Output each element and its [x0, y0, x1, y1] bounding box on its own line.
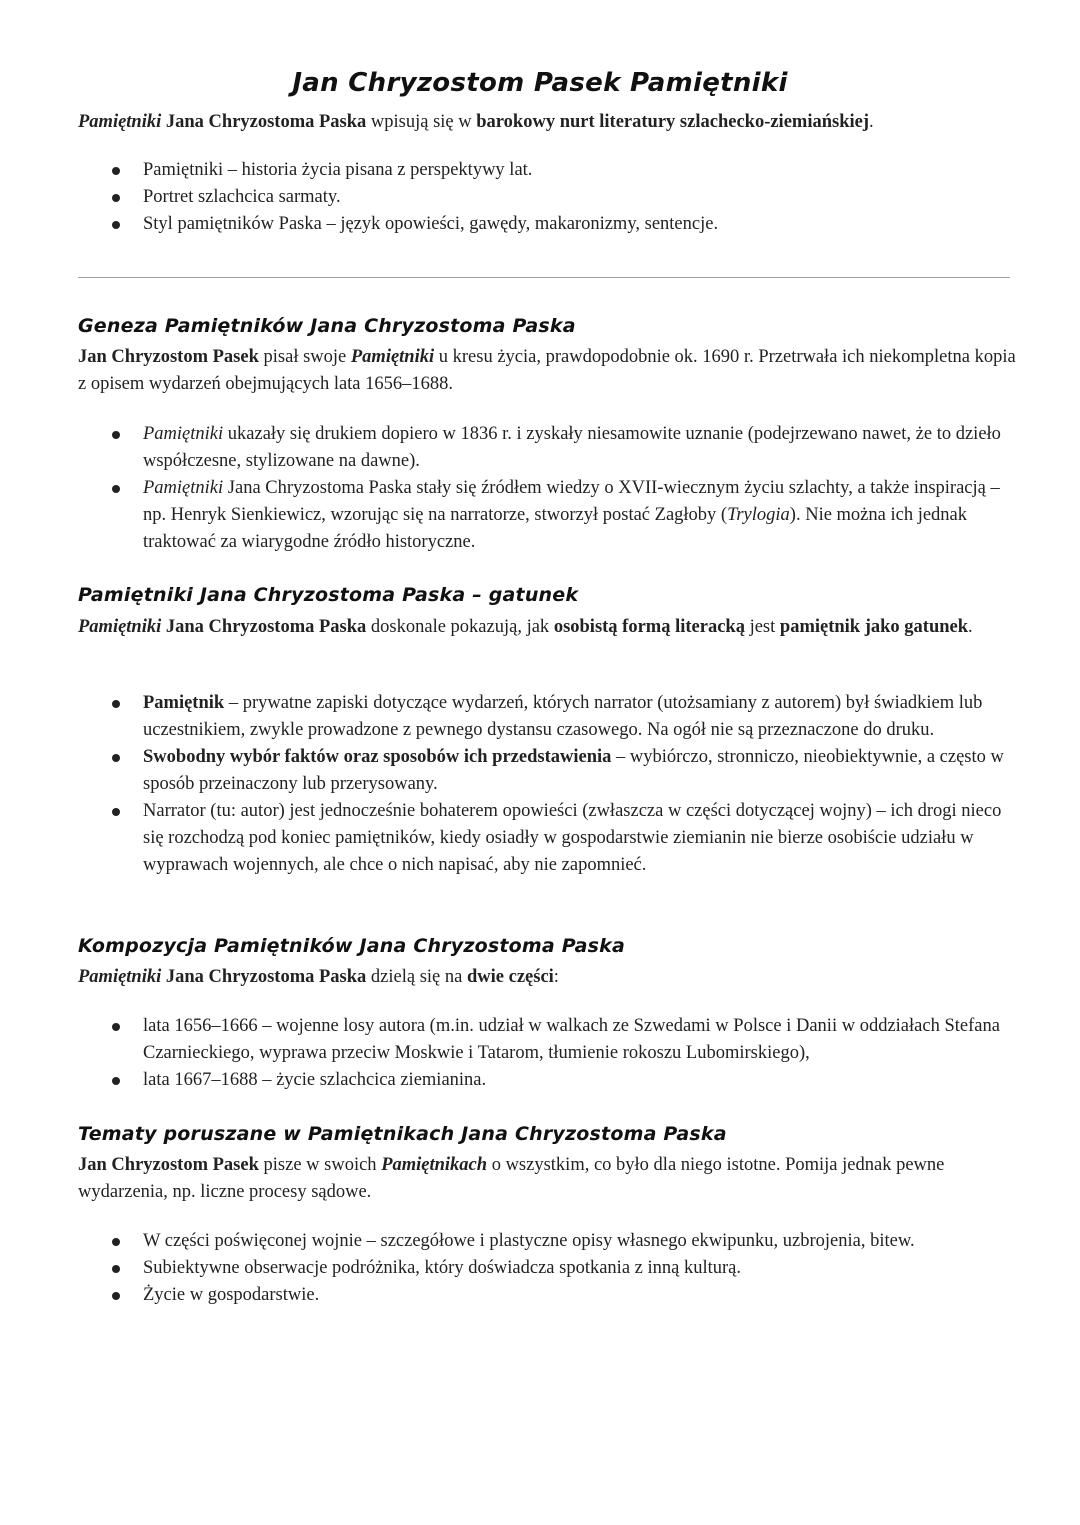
page-title: Jan Chryzostom Pasek Pamiętniki: [292, 68, 788, 98]
tematy-paragraph: Jan Chryzostom Pasek pisze w swoich Pamiętnikach o wszystkim, co było dla niego istotne. Pomija jednak pewne wydarzenia, np. liczne procesy sądowe.: [78, 1155, 945, 1202]
list-item: Pamiętniki – historia życia pisana z perspektywy lat.: [0, 157, 1080, 184]
section-heading-kompozycja: Kompozycja Pamiętników Jana Chryzostoma Paska: [78, 935, 626, 957]
list-item: Pamiętniki Jana Chryzostoma Paska stały się źródłem wiedzy o XVII-wiecznym życiu szlachty, a także inspiracją – np. Henryk Sienkiewicz, wzorując się na narratorze, stworzył postać Zagłoby (Trylogia). Nie można ich jednak traktować za wiarygodne źródło historyczne.: [0, 475, 1080, 556]
list-item: W części poświęconej wojnie – szczegółowe i plastyczne opisy własnego ekwipunku, uzbrojenia, bitew.: [0, 1228, 1080, 1255]
intro-paragraph: Pamiętniki Jana Chryzostoma Paska wpisują się w barokowy nurt literatury szlachecko-ziemiańskiej.: [78, 112, 874, 132]
kompozycja-list: [0, 1013, 1080, 1094]
section-heading-gatunek: Pamiętniki Jana Chryzostoma Paska – gatunek: [78, 584, 579, 606]
list-item: Portret szlachcica sarmaty.: [0, 184, 1080, 211]
section-heading-geneza: Geneza Pamiętników Jana Chryzostoma Paska: [78, 315, 576, 337]
list-item: Narrator (tu: autor) jest jednocześnie bohaterem opowieści (zwłaszcza w części dotyczącej wojny) – ich drogi nieco się rozchodzą pod koniec pamiętników, kiedy osiadły w gospodarstwie ziemianin nie bierze osobiście udziału w wyprawach wojennych, ale chce o nich napisać, aby nie zapomnieć.: [0, 798, 1080, 879]
intro-list: [0, 157, 1080, 238]
section-heading-tematy: Tematy poruszane w Pamiętnikach Jana Chryzostoma Paska: [78, 1123, 727, 1145]
list-item: Życie w gospodarstwie.: [0, 1282, 1080, 1309]
list-item: Pamiętnik – prywatne zapiski dotyczące wydarzeń, których narrator (utożsamiany z autorem) był świadkiem lub uczestnikiem, zwykle prowadzone z pewnego dystansu czasowego. Na ogół nie są przeznaczone do druku.: [0, 690, 1080, 744]
list-item: lata 1656–1666 – wojenne losy autora (m.in. udział w walkach ze Szwedami w Polsce i Danii w oddziałach Stefana Czarnieckiego, wyprawa przeciw Moskwie i Tatarom, tłumienie rokoszu Lubomirskiego),: [0, 1013, 1080, 1067]
geneza-list: [0, 421, 1080, 556]
kompozycja-paragraph: Pamiętniki Jana Chryzostoma Paska dzielą się na dwie części:: [78, 967, 559, 987]
list-item: lata 1667–1688 – życie szlachcica ziemianina.: [0, 1067, 1080, 1094]
geneza-paragraph: Jan Chryzostom Pasek pisał swoje Pamiętniki u kresu życia, prawdopodobnie ok. 1690 r. Przetrwała ich niekompletna kopia z opisem wydarzeń obejmujących lata 1656–1688.: [78, 347, 1016, 394]
tematy-list: [0, 1228, 1080, 1309]
list-item: Swobodny wybór faktów oraz sposobów ich przedstawienia – wybiórczo, stronniczo, nieobiektywnie, a często w sposób przeinaczony lub przerysowany.: [0, 744, 1080, 798]
horizontal-divider: [78, 277, 1010, 278]
list-item: Subiektywne obserwacje podróżnika, który doświadcza spotkania z inną kulturą.: [0, 1255, 1080, 1282]
gatunek-list: [0, 690, 1080, 879]
list-item: Styl pamiętników Paska – język opowieści, gawędy, makaronizmy, sentencje.: [0, 211, 1080, 238]
gatunek-paragraph: Pamiętniki Jana Chryzostoma Paska doskonale pokazują, jak osobistą formą literacką jest pamiętnik jako gatunek.: [78, 617, 973, 637]
list-item: Pamiętniki ukazały się drukiem dopiero w 1836 r. i zyskały niesamowite uznanie (podejrzewano nawet, że to dzieło współczesne, stylizowane na dawne).: [0, 421, 1080, 475]
